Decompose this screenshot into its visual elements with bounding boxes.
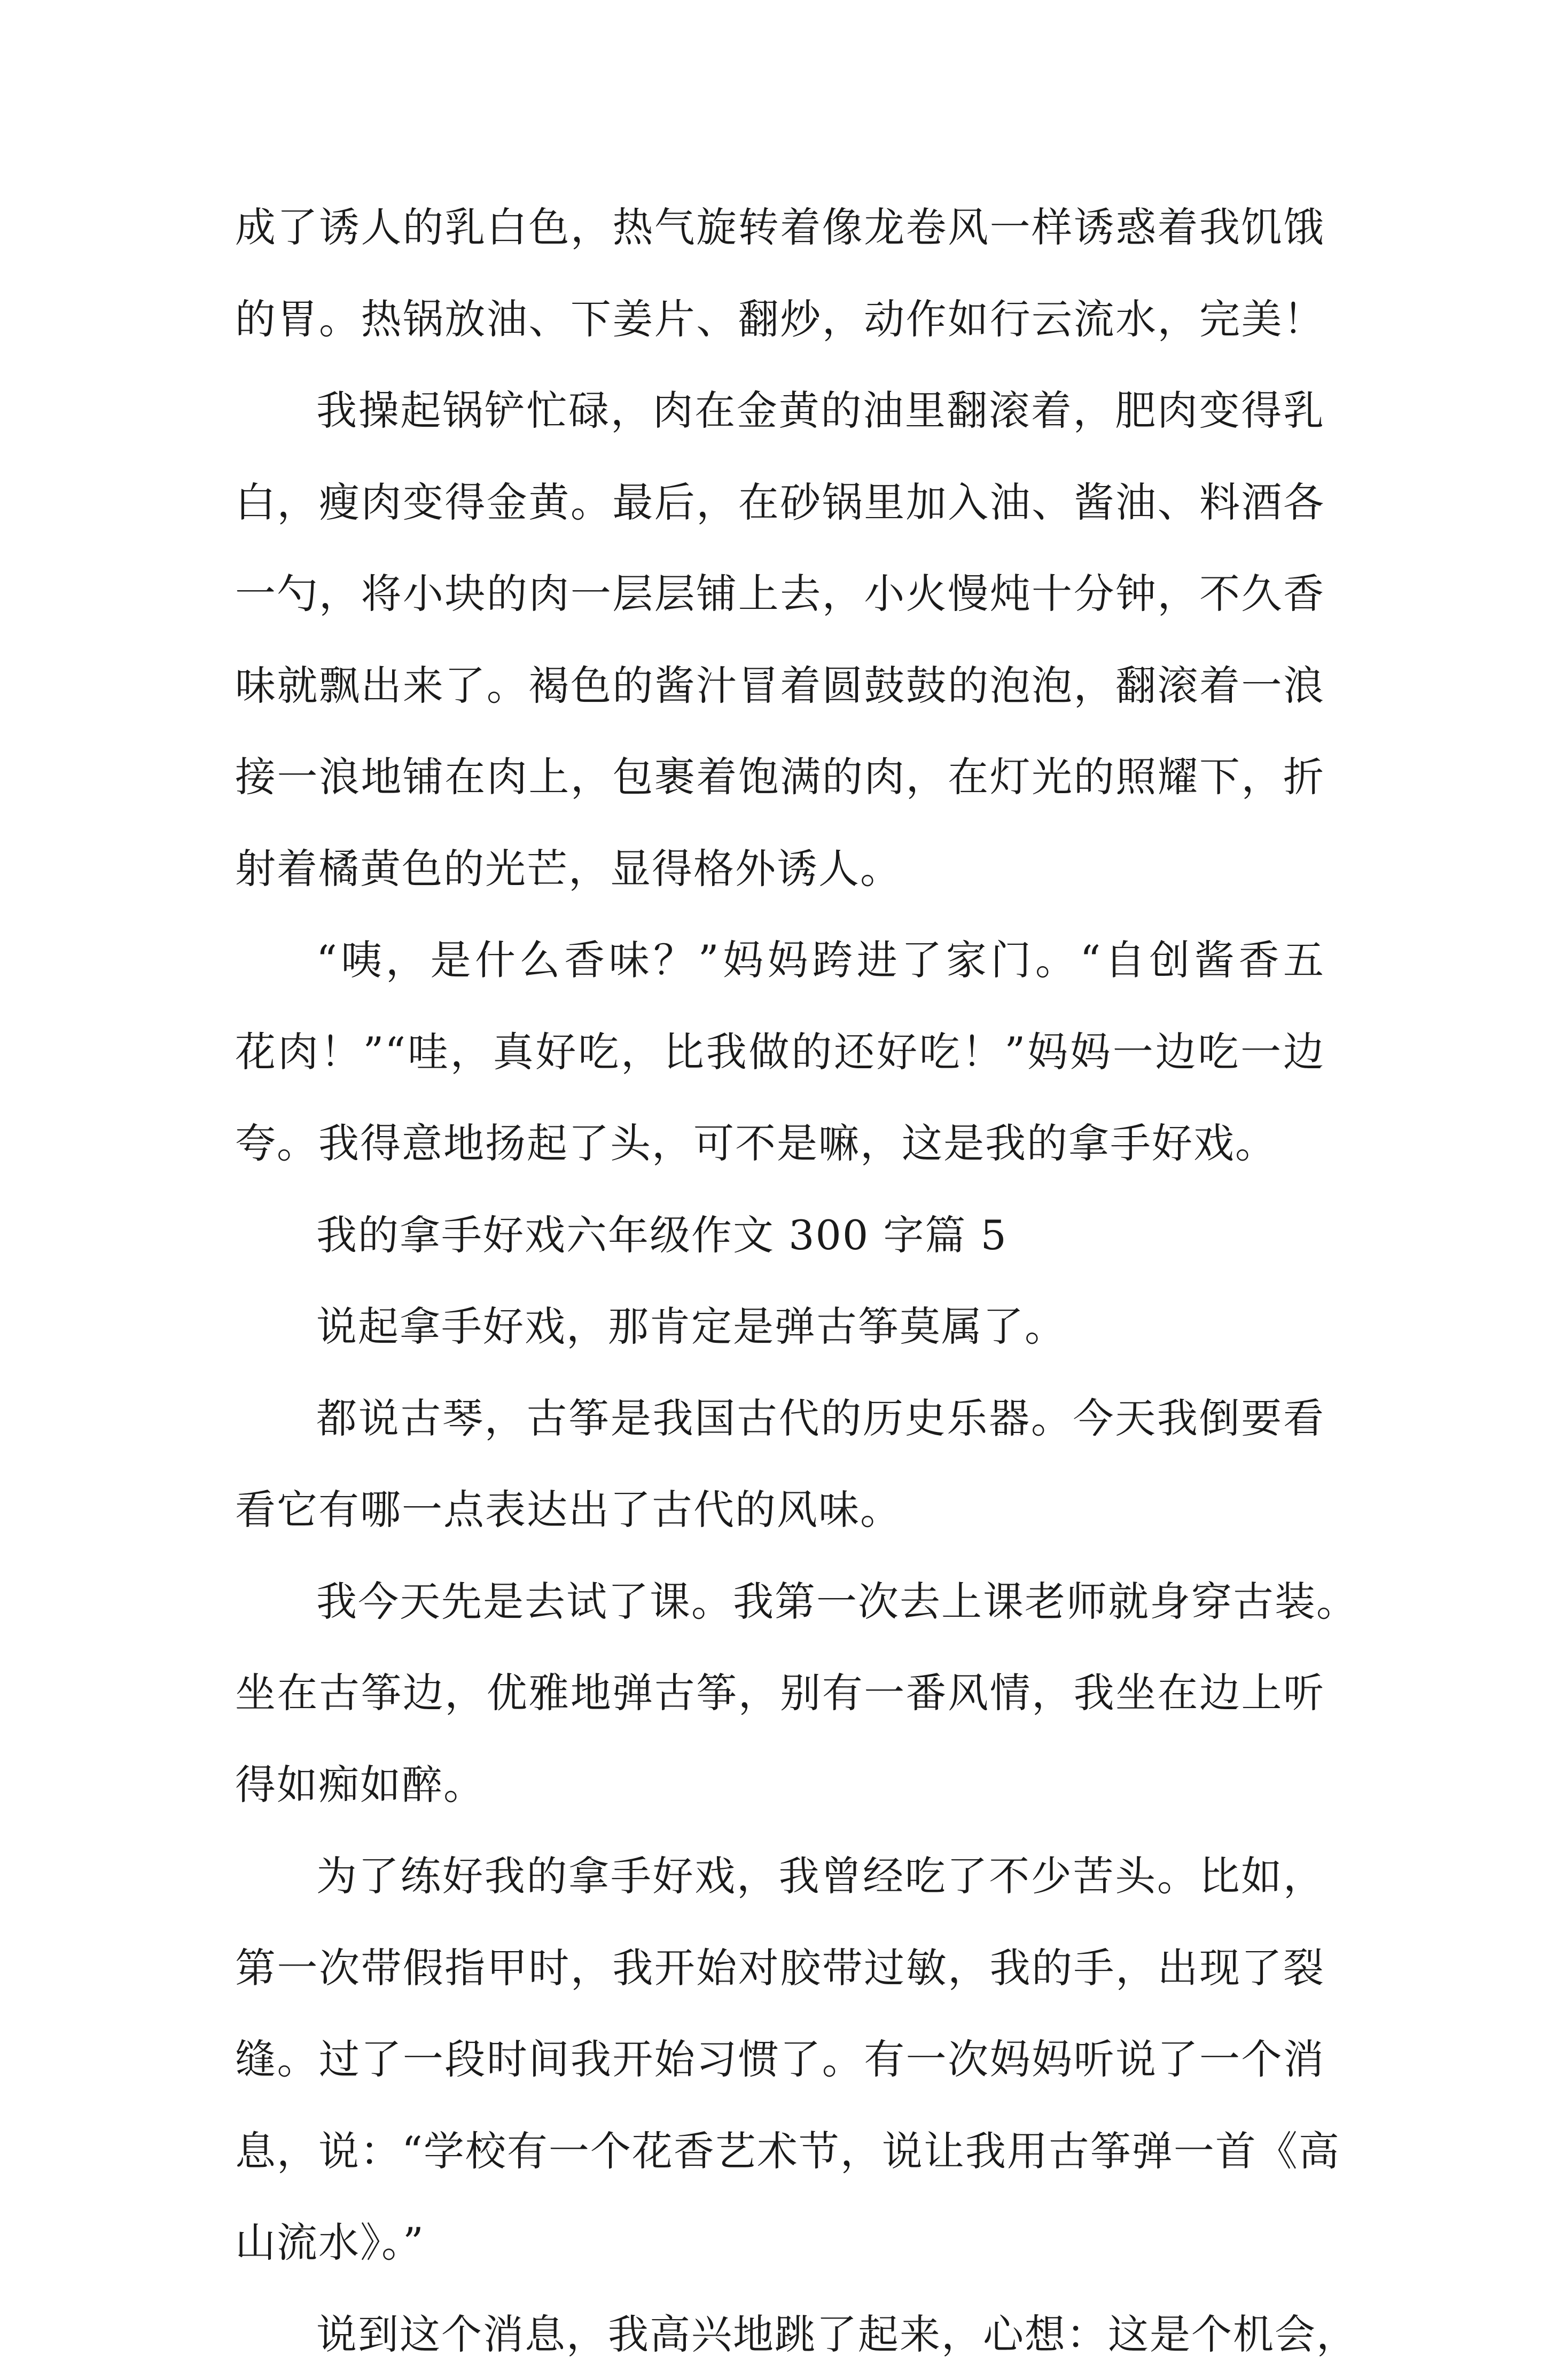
text-line: 息，说：“学校有一个花香艺术节，说让我用古筝弹一首《高 <box>235 2105 1325 2197</box>
text-line: 夸。我得意地扬起了头，可不是嘛，这是我的拿手好戏。 <box>235 1098 1325 1189</box>
text-line: 白，瘦肉变得金黄。最后，在砂锅里加入油、酱油、料酒各 <box>235 457 1325 549</box>
text-line: 一勺，将小块的肉一层层铺上去，小火慢炖十分钟，不久香 <box>235 548 1325 640</box>
text-line: 缝。过了一段时间我开始习惯了。有一次妈妈听说了一个消 <box>235 2014 1325 2105</box>
text-line: 都说古琴，古筝是我国古代的历史乐器。今天我倒要看 <box>235 1373 1325 1465</box>
text-line: 射着橘黄色的光芒，显得格外诱人。 <box>235 823 1325 915</box>
text-line: 得如痴如醉。 <box>235 1739 1325 1831</box>
section-heading: 我的拿手好戏六年级作文 300 字篇 5 <box>235 1189 1325 1281</box>
text-line: 味就飘出来了。褐色的酱汁冒着圆鼓鼓的泡泡，翻滚着一浪 <box>235 640 1325 732</box>
text-line: 花肉！”“哇，真好吃，比我做的还好吃！”妈妈一边吃一边 <box>235 1006 1325 1098</box>
text-line: 看它有哪一点表达出了古代的风味。 <box>235 1464 1325 1556</box>
text-line: 成了诱人的乳白色，热气旋转着像龙卷风一样诱惑着我饥饿 <box>235 182 1325 273</box>
text-line: 说起拿手好戏，那肯定是弹古筝莫属了。 <box>235 1281 1325 1373</box>
text-line: 说到这个消息，我高兴地跳了起来，心想：这是个机会， <box>235 2289 1325 2380</box>
essay-body <box>235 182 1325 2380</box>
text-line: 我今天先是去试了课。我第一次去上课老师就身穿古装。 <box>235 1556 1325 1648</box>
text-line: “咦，是什么香味？”妈妈跨进了家门。“自创酱香五 <box>235 914 1325 1006</box>
text-line: 坐在古筝边，优雅地弹古筝，别有一番风情，我坐在边上听 <box>235 1647 1325 1739</box>
text-line: 接一浪地铺在肉上，包裹着饱满的肉，在灯光的照耀下，折 <box>235 731 1325 823</box>
text-line: 山流水》。” <box>235 2197 1325 2289</box>
text-line: 第一次带假指甲时，我开始对胶带过敏，我的手，出现了裂 <box>235 1922 1325 2014</box>
text-line: 的胃。热锅放油、下姜片、翻炒，动作如行云流水，完美！ <box>235 273 1325 365</box>
text-line: 为了练好我的拿手好戏，我曾经吃了不少苦头。比如， <box>235 1830 1325 1922</box>
text-line: 我操起锅铲忙碌，肉在金黄的油里翻滚着，肥肉变得乳 <box>235 365 1325 457</box>
